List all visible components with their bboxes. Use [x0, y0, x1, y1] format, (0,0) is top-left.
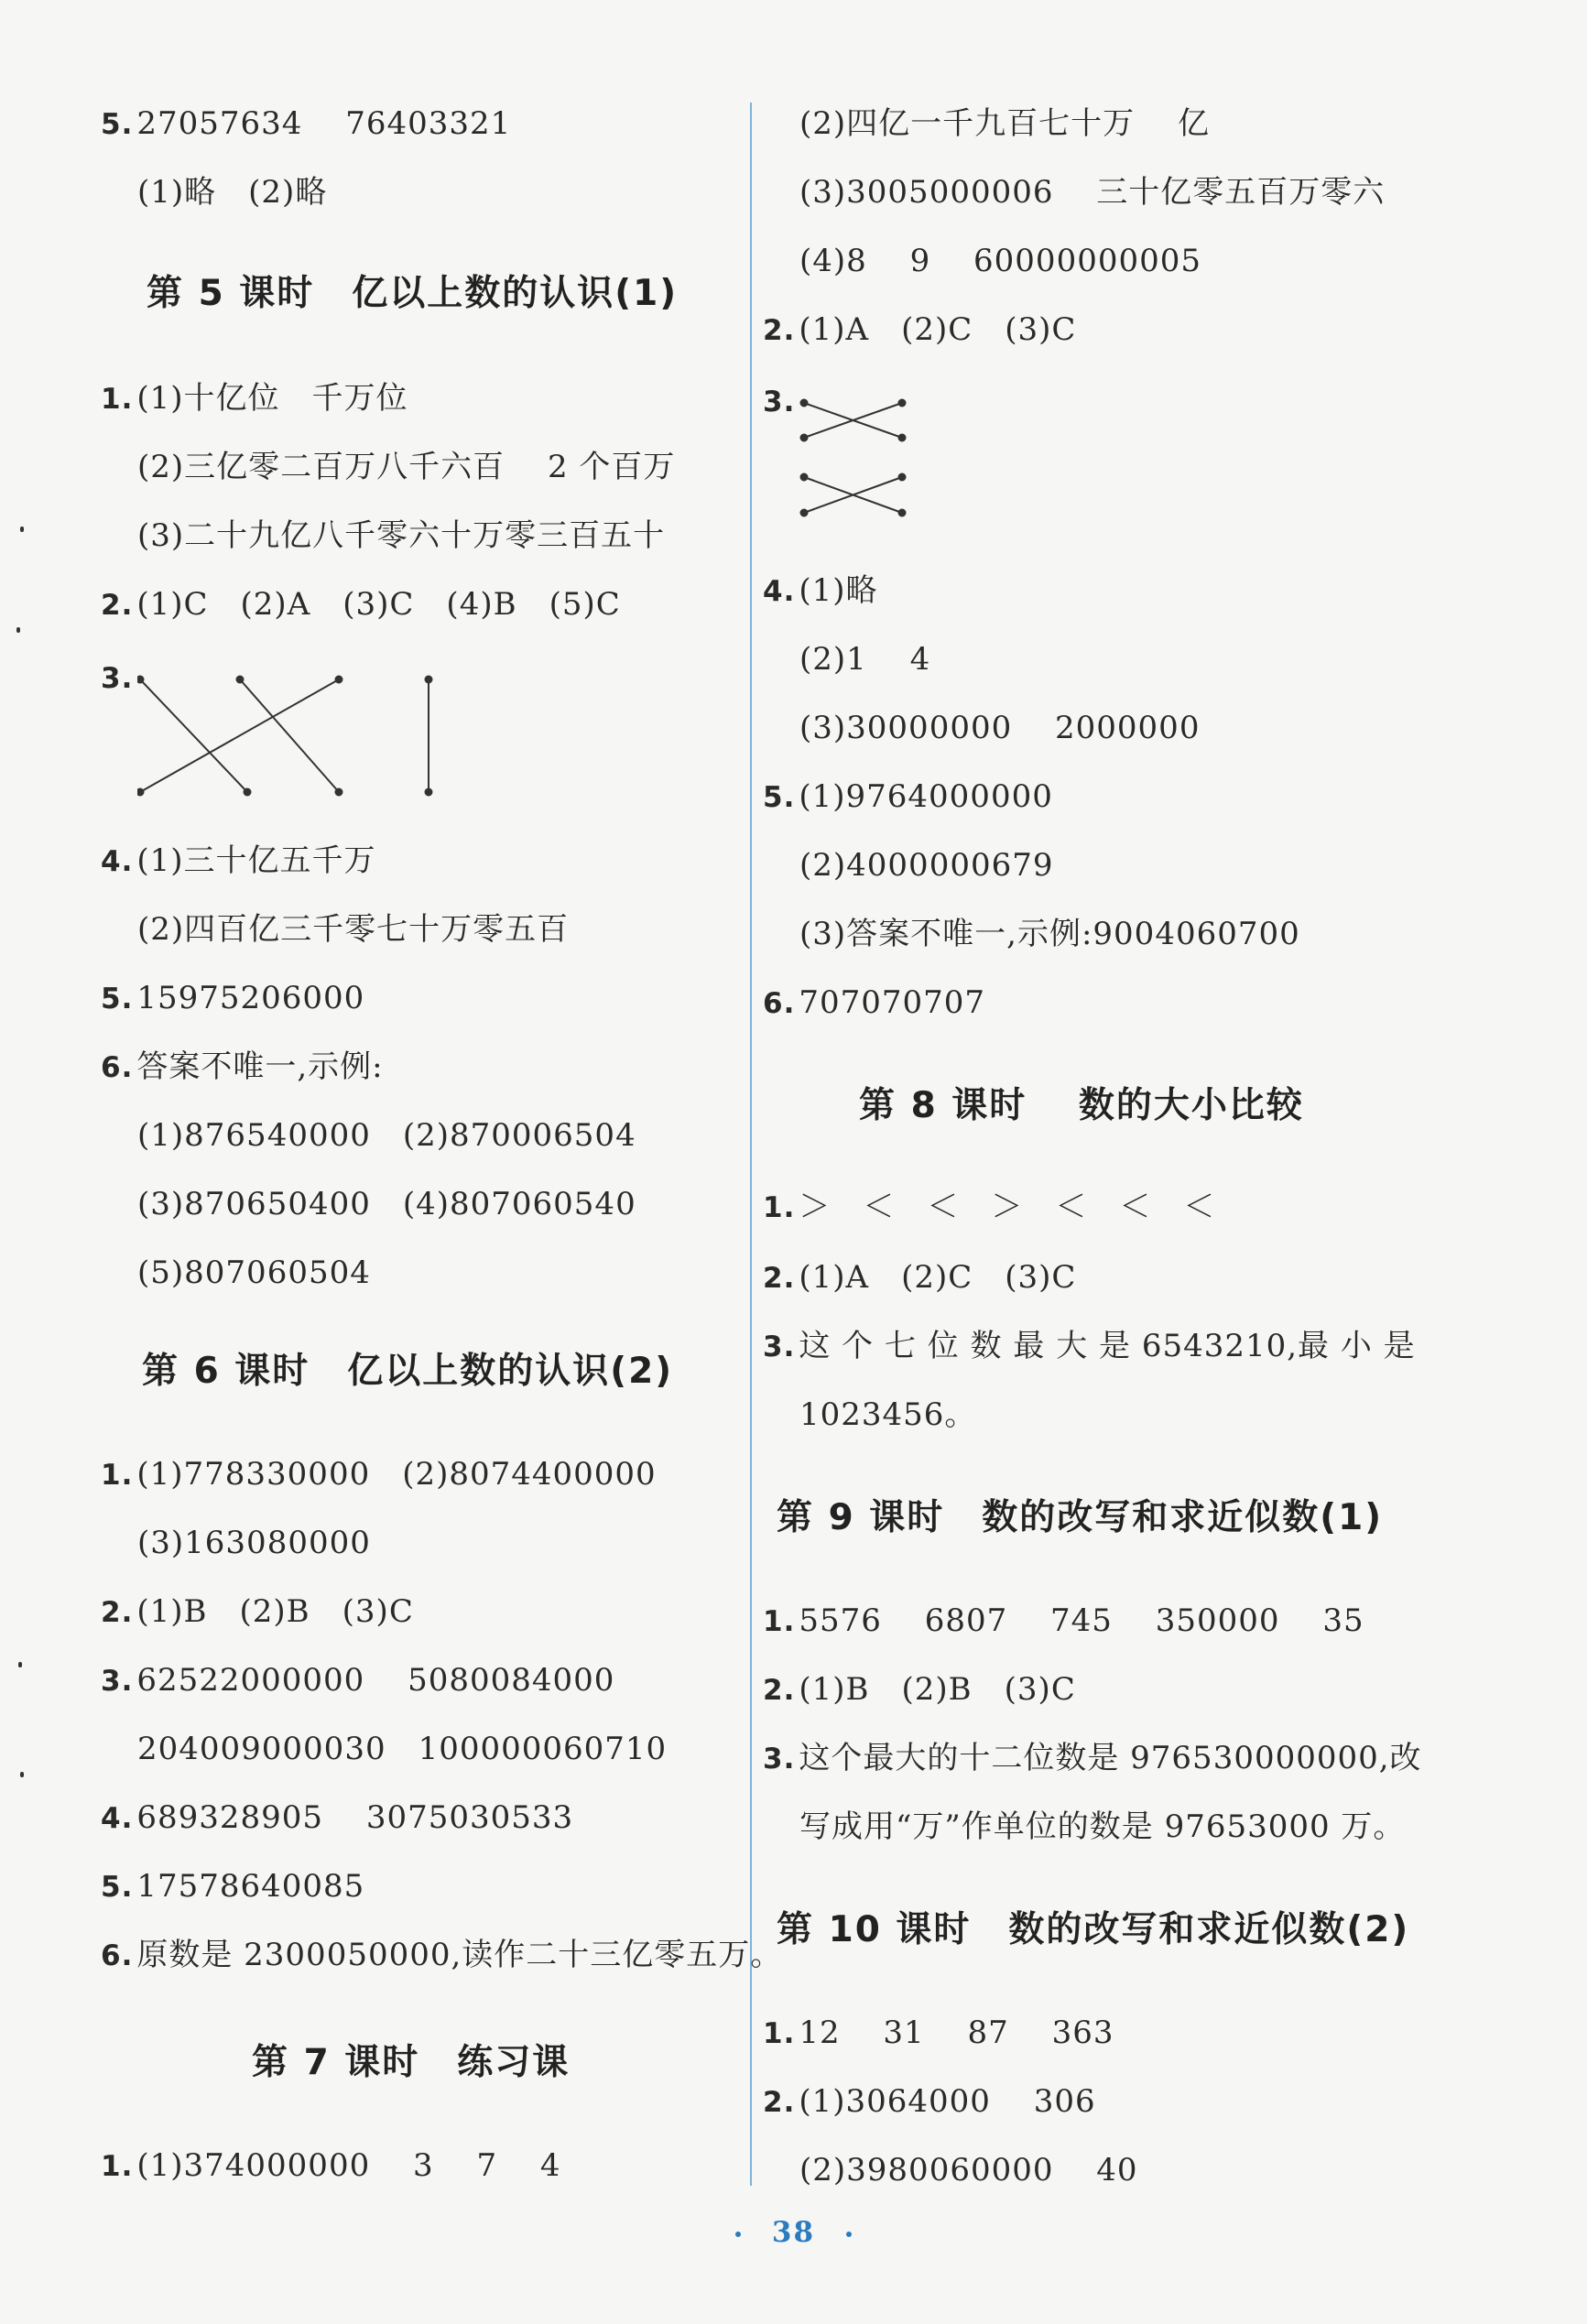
- matching-vertical-line: [423, 668, 434, 801]
- answer-line: 5. (1)9764000000: [763, 778, 1053, 815]
- scan-speck: [20, 1772, 24, 1777]
- page-number-dot: [735, 2232, 741, 2237]
- scan-speck: [16, 627, 20, 633]
- answer-line: (1)略 (2)略: [137, 174, 328, 211]
- lesson-7-heading: 第 7 课时 练习课: [252, 2042, 571, 2083]
- answer-line: (3)答案不唯一,示例:9004060700: [799, 916, 1300, 952]
- answer-line: 204009000030 100000060710: [137, 1731, 668, 1767]
- column-divider: [750, 103, 752, 2186]
- answer-line: 4. (1)三十亿五千万: [101, 842, 376, 879]
- answer-line: 1. (1)374000000 3 7 4: [101, 2147, 561, 2184]
- answer-line: 1. (1)十亿位 千万位: [101, 380, 408, 417]
- answer-line: 2. (1)B (2)B (3)C: [763, 1671, 1076, 1708]
- answer-line: 1. 5576 6807 745 350000 35: [763, 1602, 1364, 1639]
- answer-line: (5)807060504: [137, 1254, 371, 1291]
- answer-line: (2)四亿一千九百七十万 亿: [799, 105, 1210, 142]
- answer-line: 2. (1)A (2)C (3)C: [763, 311, 1077, 348]
- lesson-8-heading: 第 8 课时 数的大小比较: [859, 1085, 1304, 1126]
- lesson-5-heading: 第 5 课时 亿以上数的认识(1): [147, 273, 679, 314]
- answer-line: 2. (1)A (2)C (3)C: [763, 1259, 1077, 1296]
- scan-speck: [20, 527, 24, 532]
- answer-line: 6. 707070707: [763, 984, 986, 1021]
- scan-speck: [18, 1662, 22, 1667]
- lesson-6-heading: 第 6 课时 亿以上数的认识(2): [142, 1351, 674, 1392]
- answer-line: (2)3980060000 40: [799, 2152, 1138, 2188]
- answer-line: 3. 这 个 七 位 数 最 大 是 6543210,最 小 是: [763, 1328, 1416, 1364]
- matching-lines-diagram: [799, 394, 909, 522]
- answer-line: 5. 17578640085: [101, 1868, 365, 1905]
- answer-line: (3)30000000 2000000: [799, 710, 1201, 746]
- answer-line: 6. 原数是 2300050000,读作二十三亿零五万。: [101, 1937, 783, 1973]
- lesson-10-heading: 第 10 课时 数的改写和求近似数(2): [777, 1909, 1410, 1950]
- answer-line: (2)四百亿三千零七十万零五百: [137, 911, 570, 948]
- answer-line: 3. 这个最大的十二位数是 976530000000,改: [763, 1740, 1422, 1776]
- answer-line: 1023456。: [799, 1396, 977, 1433]
- answer-line: 1. ＞ ＜ ＜ ＞ ＜ ＜ ＜: [763, 1189, 1216, 1225]
- answer-line: 4. 689328905 3075030533: [101, 1799, 574, 1836]
- answer-line: 5. 15975206000: [101, 980, 365, 1016]
- answer-line: (3)二十九亿八千零六十万零三百五十: [137, 517, 666, 554]
- answer-line: 1. 12 31 87 363: [763, 2014, 1114, 2051]
- answer-line: 3.: [763, 386, 796, 418]
- answer-line: 4. (1)略: [763, 572, 878, 609]
- answer-line: 2. (1)C (2)A (3)C (4)B (5)C: [101, 586, 621, 623]
- answer-line: (4)8 9 60000000005: [799, 243, 1201, 279]
- answer-line: (2)三亿零二百万八千六百 2 个百万: [137, 449, 676, 485]
- answer-line: 3. 62522000000 5080084000: [101, 1662, 615, 1699]
- answer-line: 6. 答案不唯一,示例:: [101, 1048, 384, 1085]
- lesson-9-heading: 第 9 课时 数的改写和求近似数(1): [777, 1497, 1384, 1538]
- answer-line: (1)876540000 (2)870006504: [137, 1117, 636, 1154]
- answer-line: (2)4000000679: [799, 847, 1054, 884]
- answer-line: (3)870650400 (4)807060540: [137, 1186, 636, 1222]
- answer-line: (2)1 4: [799, 641, 931, 678]
- answer-line: 5. 27057634 76403321: [101, 105, 512, 142]
- answer-line: (3)3005000006 三十亿零五百万零六: [799, 174, 1386, 211]
- answer-line: 3.: [101, 662, 134, 695]
- matching-lines-diagram: [137, 668, 366, 797]
- page-number-dot: [846, 2232, 852, 2237]
- answer-line: 2. (1)B (2)B (3)C: [101, 1593, 414, 1630]
- answer-line: 写成用“万”作单位的数是 97653000 万。: [799, 1808, 1406, 1845]
- answer-line: 1. (1)778330000 (2)8074400000: [101, 1456, 657, 1493]
- page-number: 38: [0, 2216, 1587, 2249]
- answer-line: (3)163080000: [137, 1525, 371, 1561]
- answer-line: 2. (1)3064000 306: [763, 2083, 1096, 2120]
